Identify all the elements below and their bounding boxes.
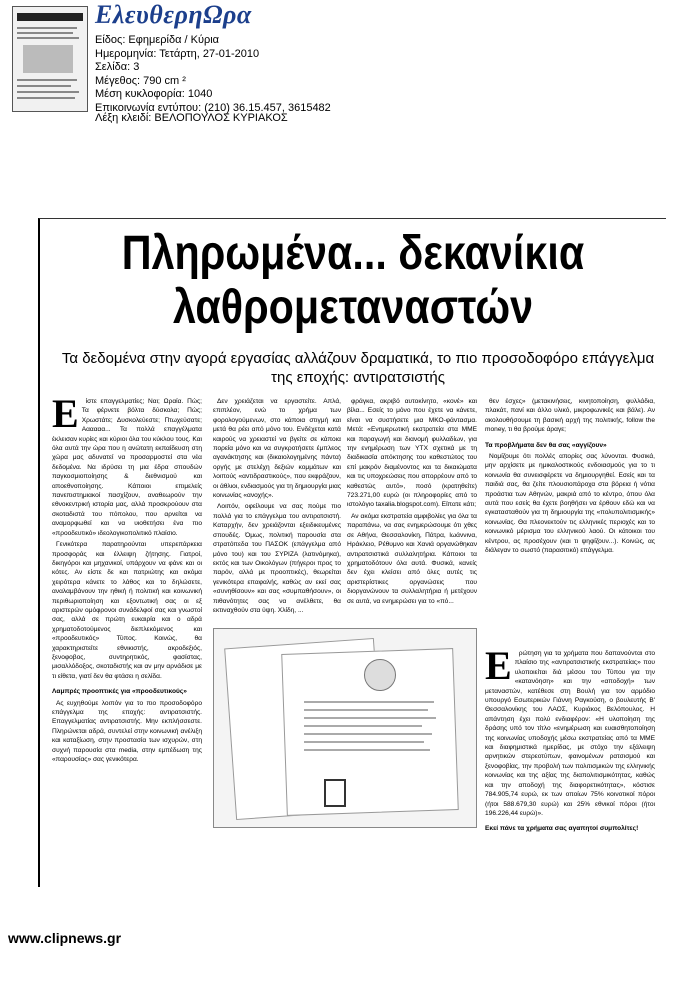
photo-logo-mark [324,779,346,807]
article-column-3 [347,397,477,619]
meta-page: Σελίδα: 3 [95,61,140,74]
highlight-box [485,649,655,845]
box-closing: Εκεί πάνε τα χρήματα σας αγαπητοί συμπολίτες! [485,825,639,833]
meta-type: Είδος: Εφημερίδα / Κύρια [95,34,220,46]
dropcap: Ε [485,649,512,688]
article-column-2 [213,397,341,619]
thumbnail-line [17,27,77,29]
meta-contact: Επικοινωνία εντύπου: (210) 36.15.457, 3615482 [95,101,331,114]
thumbnail-masthead-band [17,13,83,21]
paragraph: φράγκα, ακριβό αυτοκίνητο, «κονέ» και βίλα... Εσείς το μόνο που έχετε να κάνετε, είναι να συστήσετε μια ΜΚΟ-φάντασμα. Μετά: «Ενημερωτική εκστρατεία στα ΜΜΕ και παραγωγή και διανομή φυλλαδίων, για την ενημέρωση των ΥΤΧ σχετικά με τη διαδικασία απόκτησης του καθεστώτος του επί μακρόν διαμένοντος και τα δικαιώματα και τις υποχρεώσεις που απορρέουν από το καθεστώς αυτό», ποσό (κρατηθείτε) 723.271,00 ευρώ (οι πληροφορίες από το ιστολόγιο taxalia.blogspot.com). Είπατε κάτι; [347,398,477,509]
meta-size: Μέγεθος: 790 cm ² [95,74,186,87]
keyword-line: Λέξη κλειδί: ΒΕΛΟΠΟΥΛΟΣ ΚΥΡΙΑΚΟΣ [95,112,288,124]
clipping-metadata [95,34,331,116]
section-subheading: Τα προβλήματα δεν θα σας «αγγίζουν» [485,441,607,449]
photo-text-line [304,709,428,711]
photo-text-line [304,717,436,719]
paragraph: θεν έσχες» (μετακινήσεις, κινητοποίηση, φυλλάδια, πλακάτ, πανί και άλλο υλικό, μικροφωνικές και βάλε). Αν ακολουθήσουμε τη βασική αρχή της πολιτικής, follow the money, τι θα βρούμε άραγε; [485,398,655,434]
photo-seal [364,659,396,691]
document-photo [213,628,477,828]
footer-website: www.clipnews.gr [8,930,122,946]
photo-text-line [304,701,434,703]
thumbnail-line [17,32,73,34]
thumbnail-line [17,37,79,39]
photo-text-line [304,725,422,727]
masthead-logo: ΕλευθερηΩρα [95,0,252,29]
section-subheading: Λαμπρές προοπτικές για «προοδευτικούς» [52,688,187,696]
thumbnail-image [23,45,73,73]
article-column-4 [485,397,655,641]
photo-text-line [304,733,432,735]
box-text: ρώτηση για τα χρήματα που δαπανούνται στο πλαίσιο της «αντιρατσιστικής εκστρατείας» που υλοποιείται διά μέσου του Τύπου για την «κατανόηση» και την «αποδοχή» των μεταναστών, κατέθεσε στη Βουλή για τον αρμόδιο υπουργό Εσωτερικών Γιάννη Ραγκούση, ο βουλευτής Β' Θεσσαλονίκης του ΛΑΟΣ, Κυριάκος Βελόπουλος. Η απάντηση έχει πολύ ενδιαφέρον: «Η υλοποίηση της δράσης υπό τον τίτλο «ενημέρωση και ευαισθητοποίηση της κοινωνίας υποδοχής μέσω εκστρατείας από τα ΜΜΕ και διαφημιστικά ημερίδας, με στόχο την εξάλειψη αρνητικών στερεοτύπων, φαινομένων ρατσισμού και ξενοφοβίας, την προβολή των πολιτισμικών της ελληνικής κοινωνίας και της αξίας της διαπολιτισμικότητας, καθώς και την αποδοχή της διαφορετικότητας», κόστισε 784.905,74 ευρώ, εκ των οποίων 75% κοινοτικοί πόροι (ήτοι 588.679,30 ευρώ) και 25% εθνικοί πόροι (ήτοι 196.226,44 ευρώ)». [485,650,655,817]
headline-line-1: Πληρωμένα... δεκανίκια [121,227,585,280]
paragraph: Λοιπόν, οφείλουμε να σας πούμε πιο πολλά για το επάγγελμα του αντιρατσιστή. Καταρχήν, δεν χρειάζονται εξειδικευμένες σπουδές. Όμως, πολιτική παρουσία στα στρατόπεδα του ΠΑΣΟΚ (επάγγελμα από μόνο του) και του ΣΥΡΙΖΑ (λατινόμηκα), εκτός και των Οικολόγων (πήγεροι προς το παρόν, αλλά με προοπτικές), θεωρείται γενικότερα επαφαλής, καθώς αν εκεί σας «συνηθίσουν» και σας «συμπαθήσουν», οι πιθανότητες σας να ανέλθετε, θα εκτιναχθούν στα ύψη. Χλίδη, ... [213,503,341,614]
thumbnail-line [17,91,79,93]
paragraph: Γενικότερα παρατηρούνται υπερεπάρκεια προσφοράς και έλλειψη ζήτησης. Γιατροί, δικηγόροι και μηχανικοί, υπάρχουν να φάνε και οι κότες. Αν είστε δε και πατριώτης και ακόμα χειρότερα κάνετε το λάθος και το δηλώσετε, αναλαμβάνουν την ηθική ή πολιτική και κοινωνική περιθωριοποίηση και εξοντωτική σας οι εξ αριστερών ομόφρονοι συνάδελφοί σας και γνωστοί σας, αλλά σε πρώτη ευκαιρία και ο αδρά χρηματοδοτούμενος διεπλεκόμενος και «προοδευτικός» Τύπος. Κοινώς, θα χαρακτηριστείτε εθνικιστής, ακροδεξιός, ξενοφοβος, συντηρητικός, φασίστας, μισαλλόδοξος, σκοταδιστής και αν μην αρνάδισε με τι είθετα, γιατί δεν θα φτάσει η σελίδα. [52,541,202,680]
clipping-thumbnail [12,6,88,112]
article-column-1 [52,397,202,867]
thumbnail-line [17,85,71,87]
meta-date: Ημερομηνία: Τετάρτη, 27-01-2010 [95,47,260,60]
paragraph: Ας ευχηθούμε λοιπόν για το πιο προσοδοφόρο επάγγελμα της εποχής: αντιρατσιστής. Επαγγελματίας αντιρατσιστής. Μην εκπλήσσεστε. Πληρώνεται αδρά, συντελεί στην κοινωνική ανέλιξη και καταξίωση, στην προστασία των ισχυρών, στη συχνή παρουσία στα media, στην εμπέδωση της «παρουσίας» σας γενικότερα. [52,699,202,764]
dropcap: Ε [52,397,79,436]
paragraph: ίστε επαγγελματίες; Ναι; Ωραία. Πώς; Τα φέρνετε βόλτα δύσκολα; Πώς; Χρωστάτε; Δυσκολεύεστε; Πτωχεύσατε; Αααααα... Τα πολλά επαγγέλματα έκλεισαν κυρίες και κύριοι όλα του κύκλου τους. Και όλα αυτά την ώρα που η ανώτατη εκπαίδευση στη χώρα μας αδυνατεί να προσαρμοστεί στα νέα δεδομένα. Να ιδρύσει τη μια έδρα σπουδών παγκοσμιοποίησης & διεθνισμού και αποεθνοποίησης. Κάποιοι επιμελείς πανεπιστημιακοί πασχίζουν, αναθεωρούν την εθνοκεντρική ιστορία μας, αλλά προσκρούουν στα σκοταδιστά του πόπολου, που αρνείται να αναμορφωθεί και να υιοθετήσει ένα πιο «προοδευτικό» ιδεολογικοπολιτικό πλαίσιο. [52,398,202,537]
thumbnail-line [17,97,75,99]
headline-line-2: λαθρομεταναστών [172,281,534,334]
paragraph: Αν ακόμα εκστρατεία αμφιβολίες για όλα τα παραπάνω, να σας ενημερώσουμε ότι χθες σε Αθήνα, Θεσσαλονίκη, Πάτρα, Ιωάννινα, Ηράκλειο, Ρέθυμνο και Χανιά οργανώθηκαν αντιρατσιστικά συλλαλητήρια. Κάποιοι τα χρηματοδότουν όλα αυτά. Φυσικά, κανείς δεν έχει κλείσει από όλες αυτές τις αριστερίστικες οργανώσεις που διοργανώνουν τα συλλαλητήρια ή μετέχουν σε αυτά, να ενημερώσει για το «πό... [347,512,477,605]
paragraph: Νομίζουμε ότι πολλές απορίες σας λύνονται. Φυσικά, μην αρχίσετε με ημικαλοστικούς ενδοιασμούς για το τι κοινωνία θα συνεισφέρετε να δημιουργηθεί. Εσείς και τα παιδιά σας, θα ζείτε πλουσιοπάροχα στα βόρεια ή νότια προάστια των Αθηνών, μακριά από το κέντρο, όπου όλα αυτά που εσείς θα έχετε βοηθήσει να έρθουν εδώ και να εγκατασταθούν για τη δημιουργία της «πολυπολιτισμικής» κοινωνίας. Θα πλεονεκτούν τις ελληνικές περιοχές και το κοινωνικό μέρισμα του ελληνικού λαού. Οι κάτοικοι του κέντρου, ας προσέχουν (και τι ψηφίζουν...). Κοινώς, ας διάλεγαν το σωστό (παρασιτικό) επάγγελμα. [485,453,655,555]
meta-circulation: Μέση κυκλοφορία: 1040 [95,88,213,101]
thumbnail-line [17,79,77,81]
photo-text-line [304,749,430,751]
subheadline: Τα δεδομένα στην αγορά εργασίας αλλάζουν δραματικά, το πιο προσοδοφόρο επάγγελμα της εποχής: αντιρατσιστής [61,350,655,386]
headline [84,227,622,335]
newspaper-clipping [38,218,666,887]
photo-text-line [304,741,424,743]
paragraph: Δεν χρειάζεται να εργαστείτε. Απλά, επιπλέον, ενώ το χρήμα των φορολογούμενων, στο κάποια στιγμή και μετά θα ρέει από μόνο του. Ενδέχεται κατά καιρούς να χρειαστεί να βγείτε σε κάποια πορεία μόνο και να συγκροτήσετε έμπλεος αγανάκτησης και (δικαιολογημένης πάντα) οργής με στελέχη δεξιών κομμάτων και λοιπούς «αντιδραστικούς», που εκφράζουν, οι άθλιοι, ενδιασμούς για τη δημιουργία μιας κοινωνίας «ανοχής». [213,398,341,500]
